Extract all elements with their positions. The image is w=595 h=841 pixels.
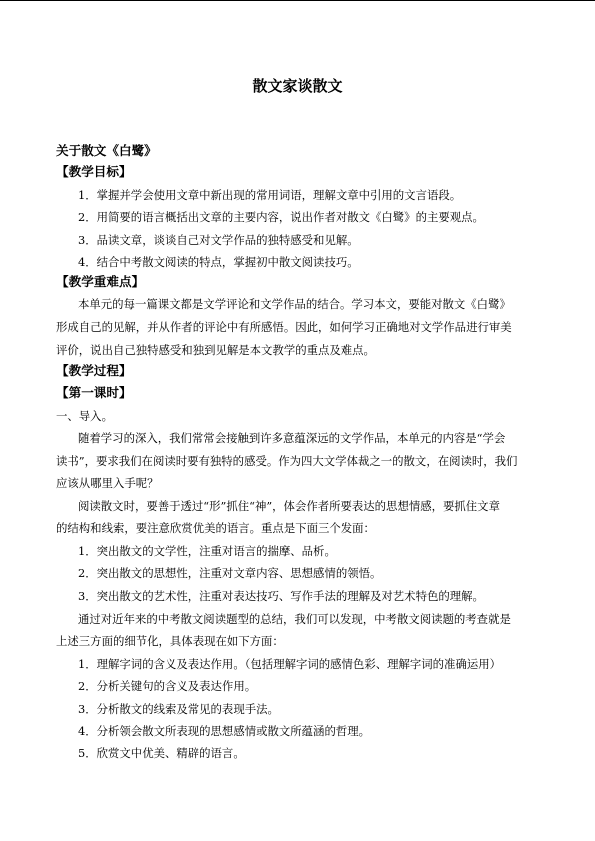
- paragraph-line: 的结构和线索，要注意欣赏优美的语言。重点是下面三个发面：: [56, 521, 375, 535]
- list-item: 3．分析散文的线索及常见的表现手法。: [78, 702, 279, 716]
- section-heading: 【教学过程】: [56, 363, 132, 378]
- list-item: 2．突出散文的思想性，注重对文章内容、思想感情的领悟。: [78, 566, 382, 580]
- paragraph-line: 通过对近年来的中考散文阅读题型的总结，我们可以发现，中考散文阅读题的考查就是: [78, 612, 511, 626]
- paragraph-line: 应该从哪里入手呢？: [56, 476, 159, 490]
- list-item: 2．用简要的语言概括出文章的主要内容，说出作者对散文《白鹭》的主要观点。: [78, 210, 484, 224]
- list-item: 4．分析领会散文所表现的思想感情或散文所蕴涵的哲理。: [78, 724, 371, 738]
- list-item: 1．突出散文的文学性，注重对语言的揣摩、品析。: [78, 544, 336, 558]
- paragraph-line: 阅读散文时，要善于透过“形”抓住“神”，体会作者所要表达的思想情感，要抓住文章: [78, 499, 500, 513]
- paragraph-line: 随着学习的深入，我们常常会接触到许多意蕴深远的文学作品，本单元的内容是“学会: [78, 431, 506, 445]
- paragraph-line: 本单元的每一篇课文都是文学评论和文学作品的结合。学习本文，要能对散文《白鹭》: [78, 297, 511, 311]
- list-item: 1．掌握并学会使用文章中新出现的常用词语，理解文章中引用的文言语段。: [78, 188, 462, 202]
- page-top-rule: [0, 0, 595, 1]
- paragraph-line: 读书”，要求我们在阅读时要有独特的感受。作为四大文学体裁之一的散文，在阅读时，我们: [56, 454, 518, 468]
- section-heading: 【教学目标】: [56, 164, 132, 179]
- paragraph-line: 上述三方面的细节化，具体表现在如下方面：: [56, 634, 284, 648]
- section-heading: 【教学重难点】: [56, 274, 145, 289]
- list-item: 4．结合中考散文阅读的特点，掌握初中散文阅读技巧。: [78, 255, 359, 269]
- paragraph-line: 一、导入。: [56, 409, 113, 423]
- paragraph-line: 评价，说出自己独特感受和独到见解是本文教学的重点及难点。: [56, 343, 375, 357]
- paragraph-line: 形成自己的见解，并从作者的评论中有所感悟。因此，如何学习正确地对文学作品进行审美: [56, 320, 512, 334]
- section-heading: 关于散文《白鹭》: [56, 143, 157, 158]
- list-item: 3．品读文章，谈谈自己对文学作品的独特感受和见解。: [78, 233, 359, 247]
- section-heading: 【第一课时】: [56, 385, 132, 400]
- document-title: 散文家谈散文: [252, 77, 343, 95]
- list-item: 5．欣赏文中优美、精辟的语言。: [78, 746, 245, 760]
- list-item: 1．理解字词的含义及表达作用。（包括理解字词的感情色彩、理解字词的准确运用）: [78, 657, 502, 671]
- list-item: 2．分析关键句的含义及表达作用。: [78, 679, 257, 693]
- list-item: 3．突出散文的艺术性，注重对表达技巧、写作手法的理解及对艺术特色的理解。: [78, 589, 484, 603]
